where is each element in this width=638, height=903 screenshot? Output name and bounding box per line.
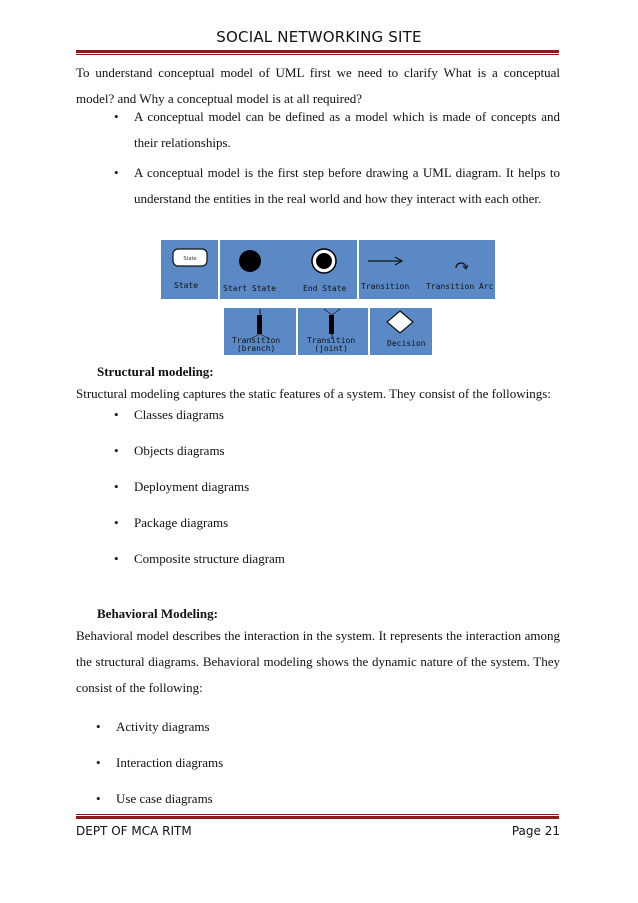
structural-text: Structural modeling captures the static features of a system. They consist of the followings: [76,386,551,401]
decision-symbol [387,311,413,333]
intro-bullet-1 [114,104,560,156]
intro-bullet-2-text: A conceptual model is the first step before drawing a UML diagram. It helps to understand the entities in the real world and how they interact with each other. [134,165,560,206]
behavioral-heading: Behavioral Modeling: [97,606,218,621]
behavioral-item-3-text: Use case diagrams [116,791,213,806]
label-start-state: Start State [223,284,276,293]
bullet-icon: • [96,791,101,806]
structural-item-3 [114,474,534,500]
structural-item-4 [114,510,534,536]
footer-department: DEPT OF MCA RITM [76,824,192,838]
behavioral-item-2-text: Interaction diagrams [116,755,224,770]
branch-bar-symbol [257,315,262,334]
footer-rule-thick [76,816,559,819]
footer-page-number: Page 21 [511,824,560,838]
structural-item-2-text: Objects diagrams [134,443,225,458]
behavioral-item-2 [96,750,516,776]
intro-bullet-2 [114,160,560,212]
bullet-icon: • [114,165,119,180]
behavioral-item-3 [96,786,516,812]
label-transition-arc: Transition Arc [426,282,494,291]
bullet-icon: • [96,755,101,770]
label-decision: Decision [387,339,426,348]
structural-item-1-text: Classes diagrams [134,407,224,422]
label-state: State [174,281,199,290]
structural-item-1 [114,402,534,428]
label-transition-joint: Transition (joint) [307,336,356,353]
bullet-icon: • [114,515,119,530]
footer-rule-thin [76,814,559,815]
behavioral-item-1 [96,714,516,740]
structural-heading: Structural modeling: [97,364,214,379]
start-state-symbol [239,250,261,272]
intro-paragraph: To understand conceptual model of UML first we need to clarify What is a conceptual model? and Why a conceptual model is at all required? [76,65,560,106]
label-transition: Transition [361,282,410,291]
structural-item-3-text: Deployment diagrams [134,479,250,494]
structural-item-4-text: Package diagrams [134,515,229,530]
structural-item-5-text: Composite structure diagram [134,551,285,566]
structural-item-5 [114,546,534,572]
uml-notation-figure-row1 [161,240,495,299]
intro-bullet-1-text: A conceptual model can be defined as a model which is made of concepts and their relationships. [134,109,560,150]
structural-item-2 [114,438,534,464]
joint-in-line [324,309,332,315]
label-transition-branch: Transition (branch) [232,336,281,353]
end-state-symbol-inner [316,253,332,269]
page-header-title: SOCIAL NETWORKING SITE [216,28,422,46]
label-end-state: End State [303,284,347,293]
bullet-icon: • [114,479,119,494]
bullet-icon: • [96,719,101,734]
header-rule-thin [76,54,559,55]
bullet-icon: • [114,109,119,124]
behavioral-text: Behavioral model describes the interaction in the system. It represents the interaction among the structural diagrams. Behavioral modeling shows the dynamic nature of the system. They consist of the following: [76,628,560,695]
state-symbol-text: State [183,256,197,262]
uml-notation-figure-row2 [224,308,432,355]
bullet-icon: • [114,443,119,458]
header-rule-thick [76,50,559,53]
bullet-icon: • [114,551,119,566]
joint-in-line [332,309,340,315]
behavioral-item-1-text: Activity diagrams [116,719,210,734]
bullet-icon: • [114,407,119,422]
joint-bar-symbol [329,315,334,334]
